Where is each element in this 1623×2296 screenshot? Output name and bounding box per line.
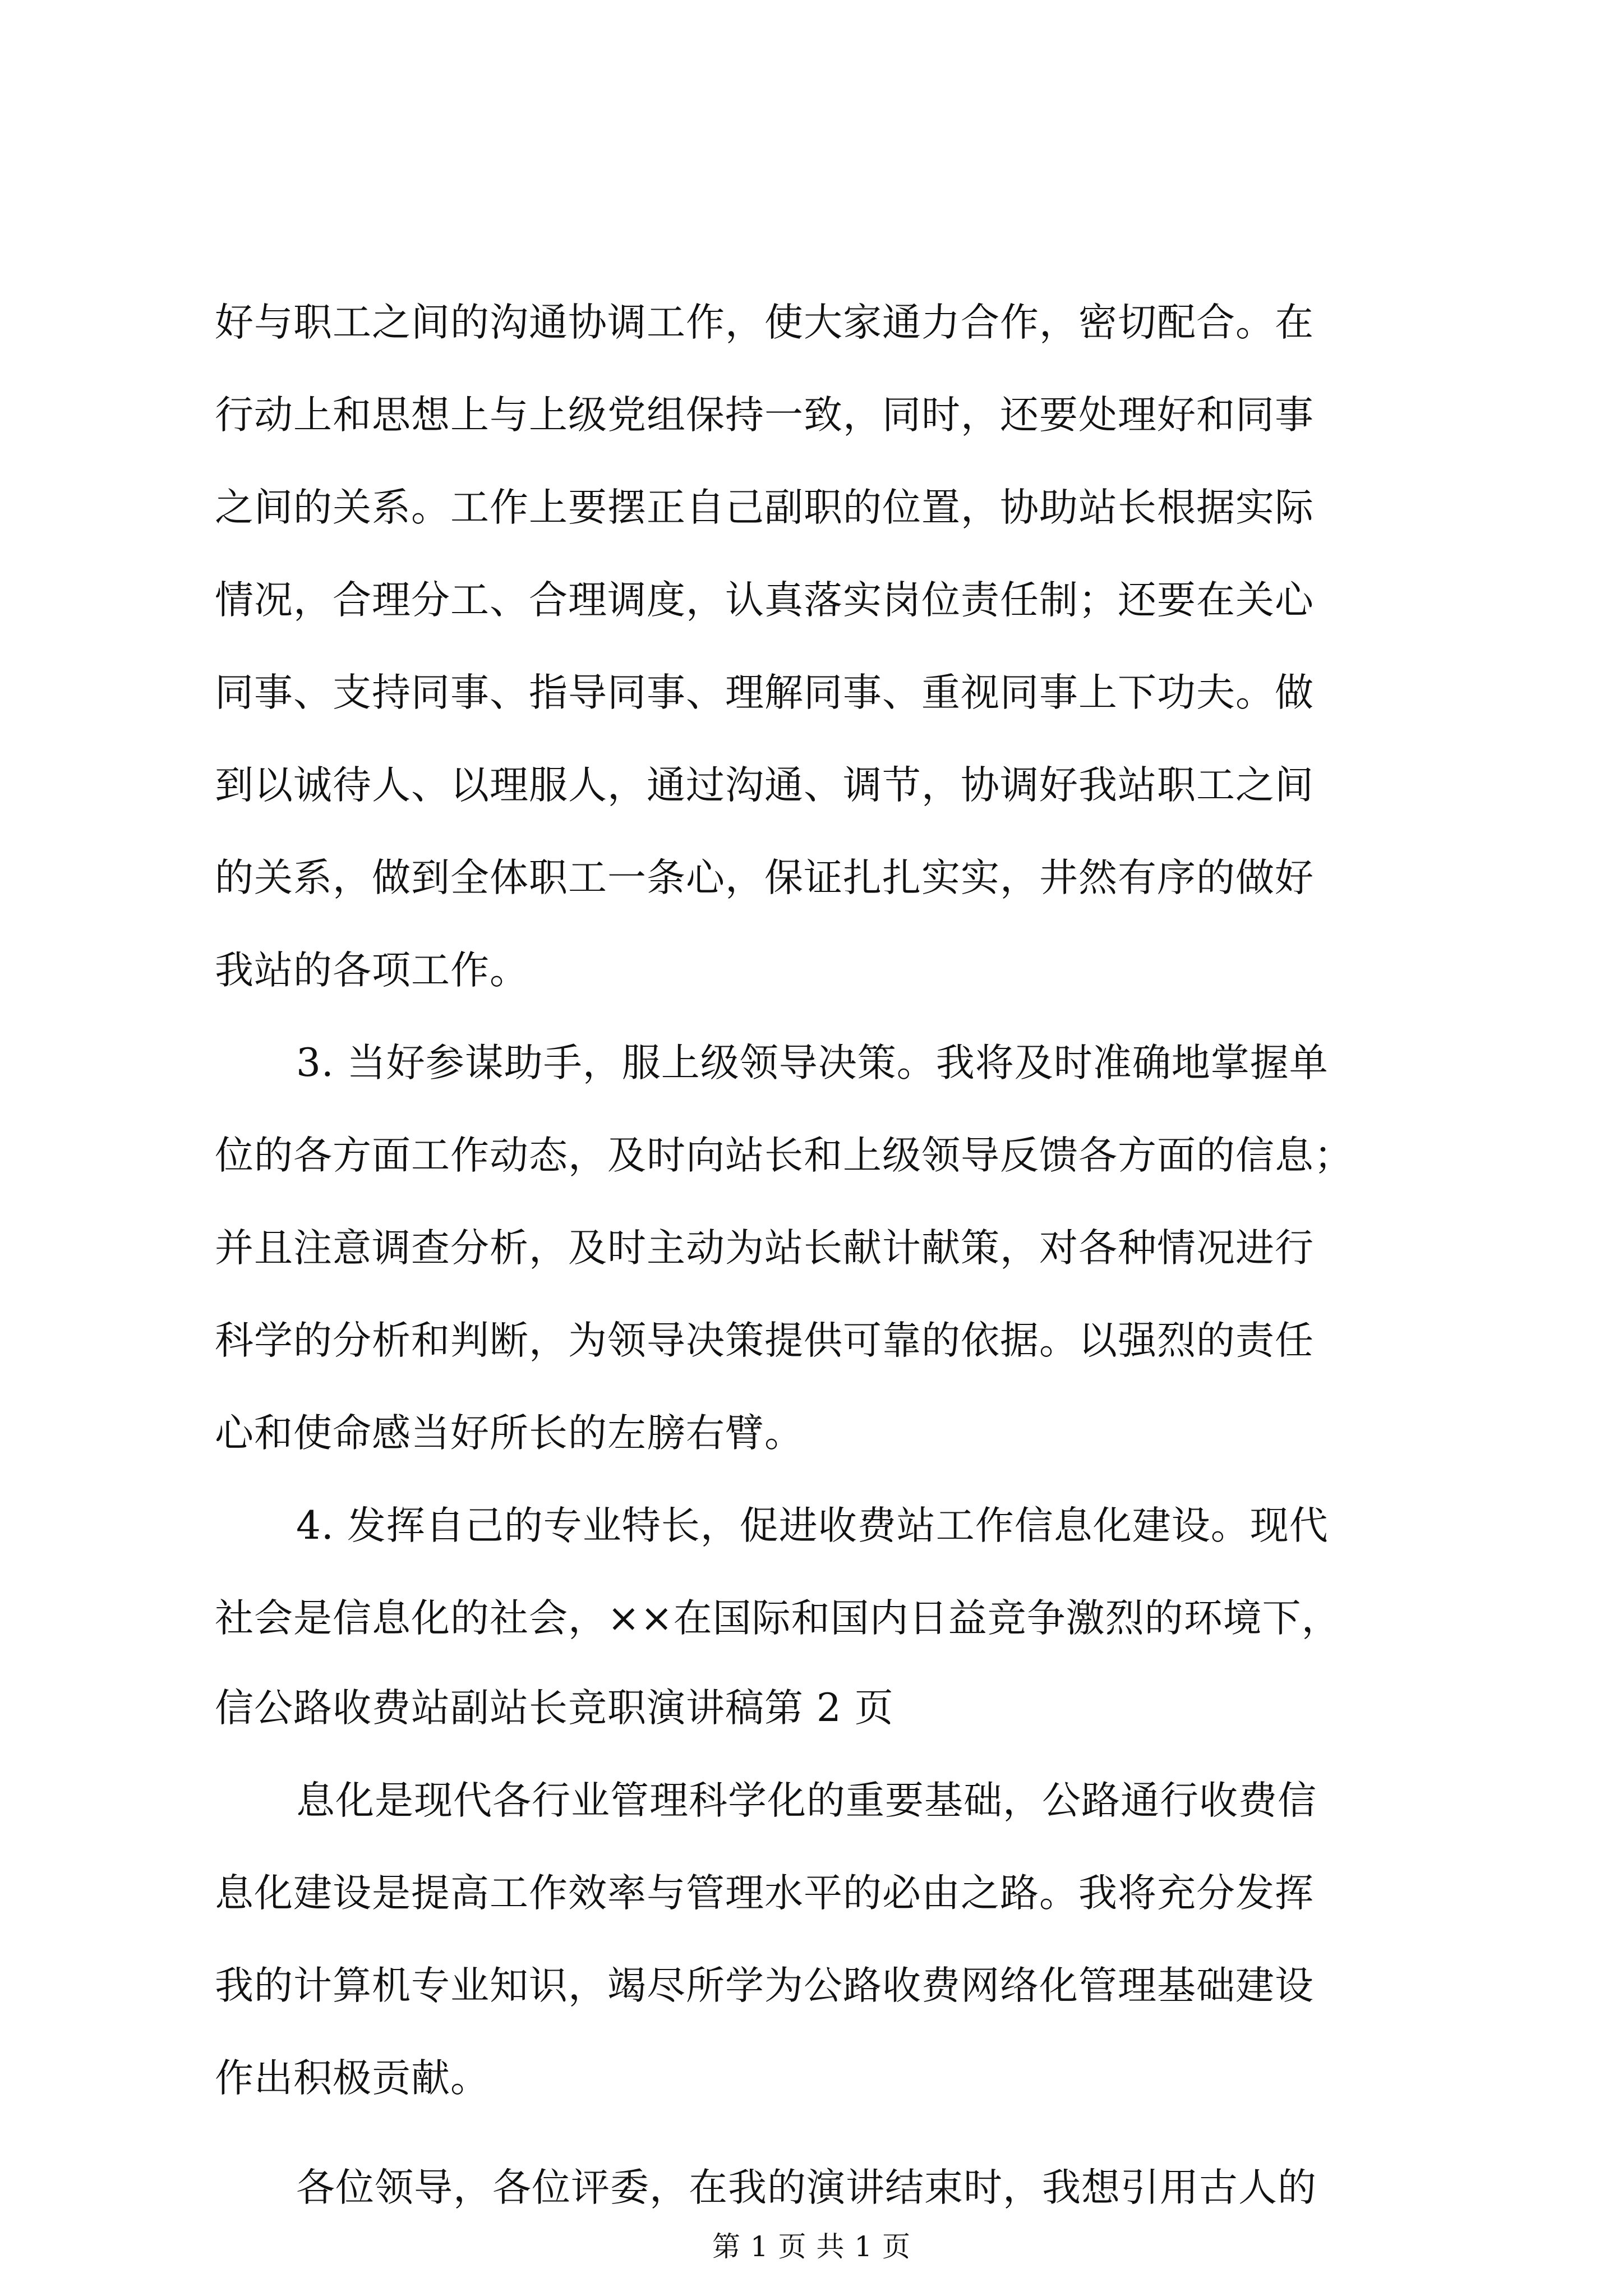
text-line: 之间的关系。工作上要摆正自己副职的位置，协助站长根据实际 xyxy=(215,485,1314,530)
text-line: 的关系，做到全体职工一条心，保证扎扎实实，井然有序的做好 xyxy=(215,855,1314,900)
text-line: 好与职工之间的沟通协调工作，使大家通力合作，密切配合。在 xyxy=(215,300,1314,345)
paragraph-4-first-line: 4. 发挥自己的专业特长，促进收费站工作信息化建设。现代 xyxy=(296,1503,1329,1548)
text-line: 作出积极贡献。 xyxy=(215,2056,490,2101)
page-footer: 第 1 页 共 1 页 xyxy=(712,2230,911,2263)
text-line: 到以诚待人、以理服人，通过沟通、调节，协调好我站职工之间 xyxy=(215,763,1314,808)
text-line: 同事、支持同事、指导同事、理解同事、重视同事上下功夫。做 xyxy=(215,670,1314,715)
page-break-title-line: 信公路收费站副站长竞职演讲稿第 2 页 xyxy=(215,1686,894,1731)
text-line: 社会是信息化的社会，××在国际和国内日益竞争激烈的环境下， xyxy=(215,1596,1341,1641)
text-line: 我的计算机专业知识，竭尽所学为公路收费网络化管理基础建设 xyxy=(215,1963,1314,2008)
text-line: 科学的分析和判断，为领导决策提供可靠的依据。以强烈的责任 xyxy=(215,1318,1314,1363)
text-line: 行动上和思想上与上级党组保持一致，同时，还要处理好和同事 xyxy=(215,393,1314,438)
text-line: 位的各方面工作动态，及时向站长和上级领导反馈各方面的信息； xyxy=(215,1133,1353,1178)
closing-paragraph-first-line: 各位领导，各位评委，在我的演讲结束时，我想引用古人的 xyxy=(296,2165,1317,2210)
text-line: 心和使命感当好所长的左膀右臂。 xyxy=(215,1411,804,1456)
paragraph-3-first-line: 3. 当好参谋助手，服上级领导决策。我将及时准确地掌握单 xyxy=(296,1041,1329,1085)
text-line: 息化建设是提高工作效率与管理水平的必由之路。我将充分发挥 xyxy=(215,1871,1314,1916)
text-line: 情况，合理分工、合理调度，认真落实岗位责任制；还要在关心 xyxy=(215,578,1314,623)
text-line: 我站的各项工作。 xyxy=(215,948,529,993)
text-line: 并且注意调查分析，及时主动为站长献计献策，对各种情况进行 xyxy=(215,1226,1314,1271)
paragraph-continuation-first-line: 息化是现代各行业管理科学化的重要基础，公路通行收费信 xyxy=(296,1778,1317,1823)
